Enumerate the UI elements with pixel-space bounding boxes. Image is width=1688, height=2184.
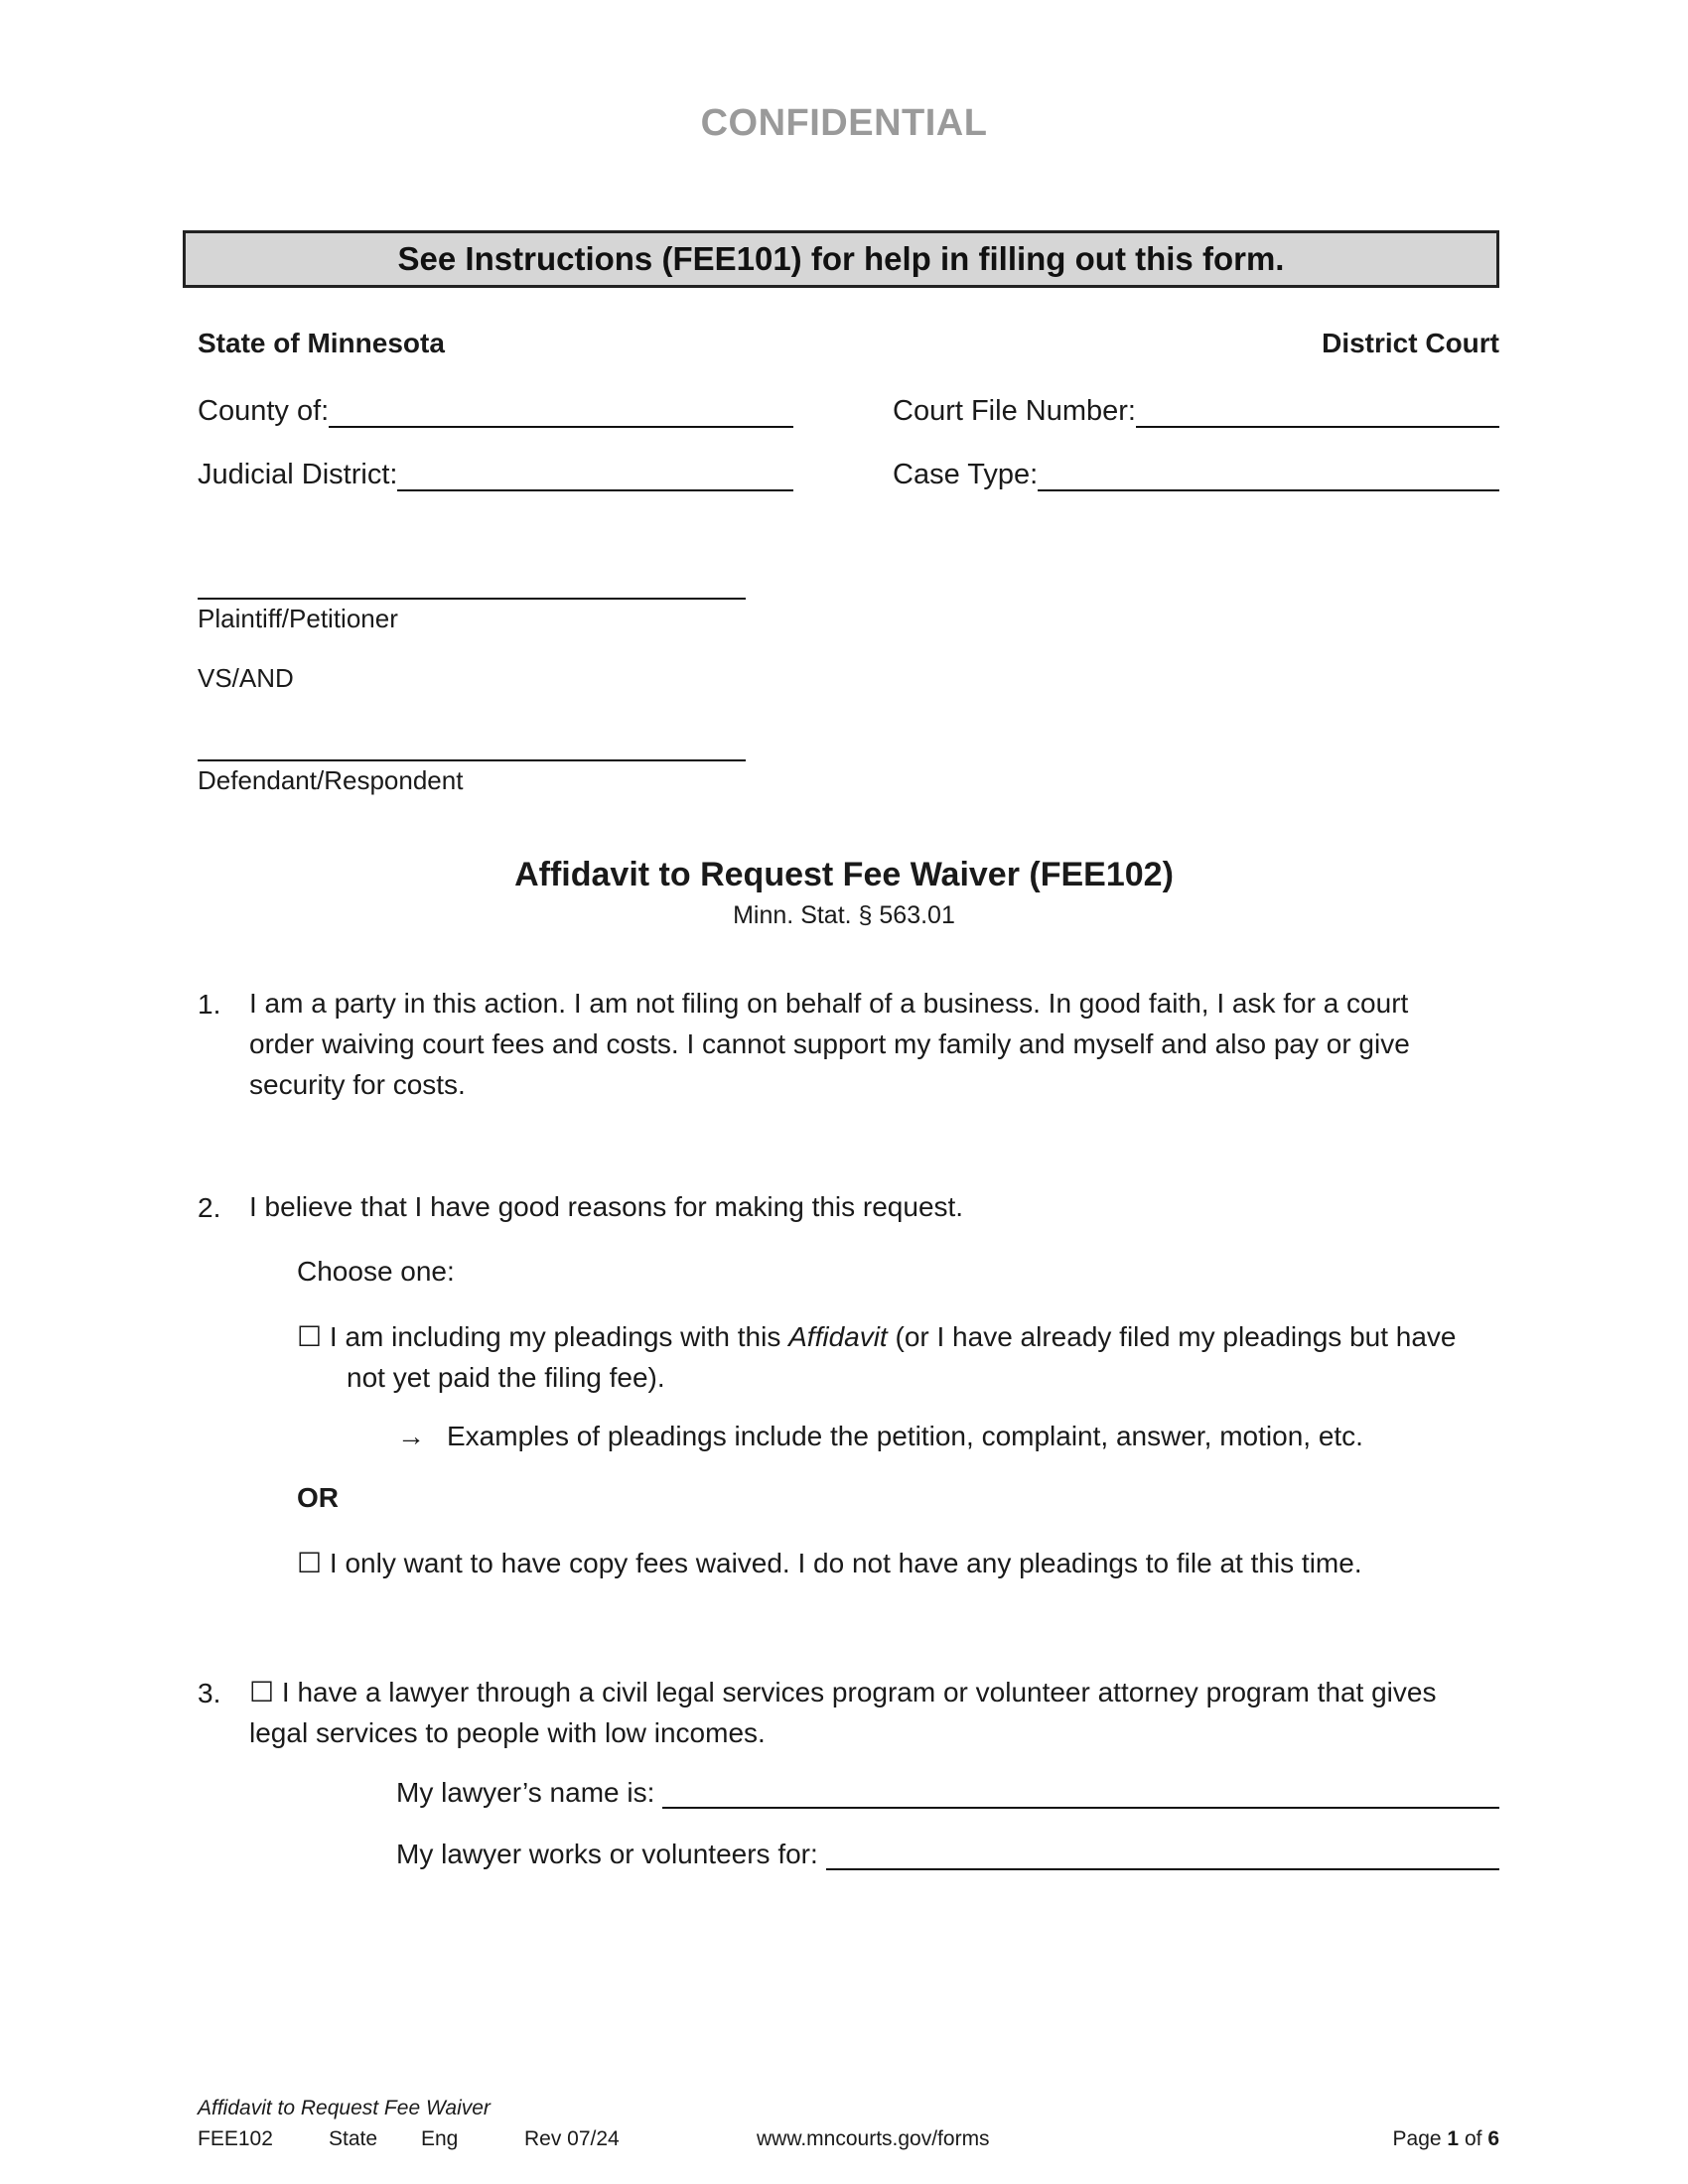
- court-file-number-field[interactable]: [893, 395, 1499, 428]
- lawyer-org-input-line[interactable]: [826, 1839, 1499, 1870]
- court-file-number-label: Court File Number:: [893, 395, 1136, 427]
- case-type-field[interactable]: [893, 459, 1499, 491]
- form-title: Affidavit to Request Fee Waiver (FEE102): [514, 856, 1174, 893]
- arrow-icon: →: [397, 1421, 425, 1451]
- plaintiff-label: Plaintiff/Petitioner: [198, 604, 398, 633]
- instructions-banner-text: See Instructions (FEE101) for help in filling out this form.: [397, 240, 1285, 277]
- option-pleadings-line-2: not yet paid the filing fee).: [347, 1362, 665, 1393]
- item1-line-3: security for costs.: [249, 1069, 466, 1100]
- item2-text: I believe that I have good reasons for making this request.: [249, 1191, 964, 1222]
- item1-number: 1.: [198, 989, 221, 1020]
- judicial-district-field[interactable]: [198, 459, 793, 491]
- vs-label: VS/AND: [198, 663, 294, 693]
- court-file-number-input-line[interactable]: [1136, 396, 1499, 428]
- option-pleadings: [297, 1316, 1508, 1398]
- item1-line-1: I am a party in this action. I am not filing on behalf of a business. In good faith, I ask for a court: [249, 988, 1409, 1019]
- footer-jurisdiction: State: [329, 2127, 378, 2150]
- footer-language: Eng: [421, 2127, 459, 2150]
- footer-page-of: of: [1464, 2127, 1482, 2150]
- instructions-banner: [183, 230, 1499, 288]
- footer-page-label: Page: [1392, 2127, 1442, 2150]
- defendant-input-line[interactable]: [198, 757, 746, 761]
- footer-revision: Rev 07/24: [524, 2127, 620, 2150]
- lawyer-name-input-line[interactable]: [662, 1777, 1499, 1809]
- judicial-district-input-line[interactable]: [397, 460, 793, 491]
- statute-citation: Minn. Stat. § 563.01: [733, 901, 955, 929]
- item1-line-2: order waiving court fees and costs. I cannot support my family and myself and also pay or give: [249, 1028, 1410, 1059]
- item2-number: 2.: [198, 1192, 221, 1223]
- lawyer-org-label: My lawyer works or volunteers for:: [396, 1839, 818, 1869]
- item1-text: [249, 983, 1510, 1105]
- lawyer-name-field[interactable]: [396, 1777, 1499, 1809]
- option-pleadings-checkbox[interactable]: ☐: [297, 1321, 323, 1352]
- lawyer-name-label: My lawyer’s name is:: [396, 1777, 655, 1808]
- item3-number: 3.: [198, 1678, 221, 1708]
- county-input-line[interactable]: [329, 396, 793, 428]
- pleadings-examples: Examples of pleadings include the petition, complaint, answer, motion, etc.: [447, 1421, 1363, 1451]
- court-label: District Court: [1322, 328, 1499, 358]
- county-label: County of:: [198, 395, 330, 427]
- option-copy-fees-text: I only want to have copy fees waived. I do not have any pleadings to file at this time.: [329, 1548, 1362, 1578]
- defendant-label: Defendant/Respondent: [198, 765, 464, 795]
- item3-line-1: I have a lawyer through a civil legal services program or volunteer attorney program that gives: [281, 1677, 1437, 1707]
- footer-page-current: 1: [1447, 2127, 1460, 2150]
- footer-url[interactable]: www.mncourts.gov/forms: [757, 2127, 990, 2150]
- choose-one-label: Choose one:: [297, 1256, 455, 1287]
- footer-form-title: Affidavit to Request Fee Waiver: [198, 2097, 491, 2119]
- lawyer-org-field[interactable]: [396, 1839, 1499, 1870]
- footer-form-code: FEE102: [198, 2127, 273, 2150]
- confidential-label: CONFIDENTIAL: [700, 102, 988, 144]
- option-copy-fees: [297, 1543, 1362, 1583]
- plaintiff-input-line[interactable]: [198, 596, 746, 600]
- option-pleadings-text-post: (or I have already filed my pleadings but have: [887, 1321, 1457, 1352]
- option-pleadings-text-italic: Affidavit: [788, 1321, 888, 1352]
- judicial-district-label: Judicial District:: [198, 459, 398, 490]
- county-field[interactable]: [198, 395, 793, 428]
- option-copy-fees-checkbox[interactable]: ☐: [297, 1548, 323, 1578]
- case-type-label: Case Type:: [893, 459, 1039, 490]
- case-type-input-line[interactable]: [1038, 460, 1499, 491]
- state-label: State of Minnesota: [198, 328, 445, 358]
- footer-page-total: 6: [1487, 2127, 1499, 2150]
- or-label: OR: [297, 1482, 339, 1513]
- item3-text: [249, 1672, 1510, 1753]
- item3-checkbox[interactable]: ☐: [249, 1677, 275, 1707]
- item3-line-2: legal services to people with low incomes.: [249, 1717, 766, 1748]
- footer-page-number: [1393, 2127, 1499, 2151]
- option-pleadings-text-pre: I am including my pleadings with this: [329, 1321, 789, 1352]
